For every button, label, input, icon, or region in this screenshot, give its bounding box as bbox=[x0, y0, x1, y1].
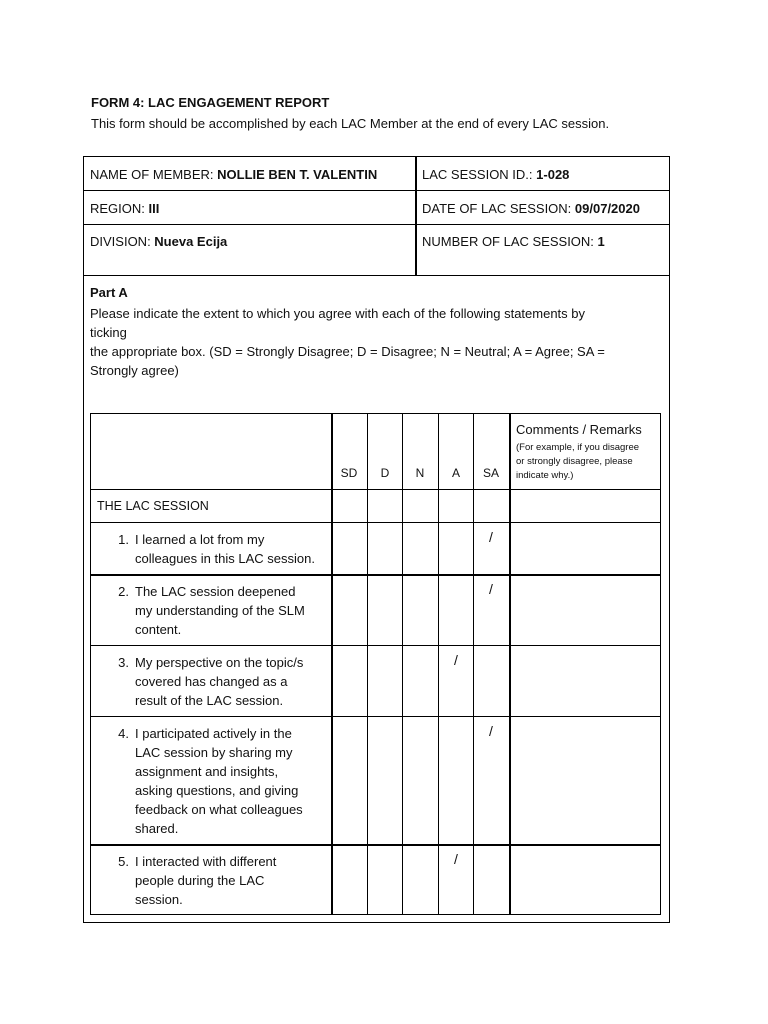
statement-line: colleagues in this LAC session. bbox=[135, 551, 315, 566]
statement-line: I learned a lot from my bbox=[135, 532, 265, 547]
statement-line: The LAC session deepened bbox=[135, 584, 296, 599]
header-a: A bbox=[451, 466, 460, 480]
comments-note-line: indicate why.) bbox=[516, 470, 574, 481]
statement-line: asking questions, and giving bbox=[135, 783, 299, 798]
comments-note-line: (For example, if you disagree bbox=[516, 442, 640, 453]
comments-header: Comments / Remarks bbox=[516, 422, 642, 437]
part-a-instructions bbox=[90, 304, 650, 380]
session-date-field bbox=[422, 201, 640, 216]
statement-line: content. bbox=[135, 622, 182, 637]
session-id-value: 1-028 bbox=[536, 167, 570, 182]
division-value: Nueva Ecija bbox=[154, 234, 228, 249]
session-date-label: DATE OF LAC SESSION: bbox=[422, 201, 575, 216]
divider bbox=[415, 157, 417, 275]
statement-text bbox=[135, 852, 325, 909]
check-mark: / bbox=[454, 851, 458, 867]
region-label: REGION: bbox=[90, 201, 149, 216]
divider bbox=[509, 414, 511, 914]
statement-line: session. bbox=[135, 892, 183, 907]
instruction-line: ticking bbox=[90, 325, 127, 340]
member-name-label: NAME OF MEMBER: bbox=[90, 167, 218, 182]
divider bbox=[91, 574, 660, 576]
statement-line: My perspective on the topic/s bbox=[135, 655, 304, 670]
check-mark: / bbox=[489, 529, 493, 545]
instruction-line: the appropriate box. (SD = Strongly Disagree; D = Disagree; N = Neutral; A = Agree; SA = bbox=[90, 344, 605, 359]
divider bbox=[84, 224, 669, 225]
header-sd: SD bbox=[340, 466, 358, 480]
part-a-title: Part A bbox=[90, 285, 128, 300]
member-name-value: NOLLIE BEN T. VALENTIN bbox=[217, 167, 378, 182]
division-label: DIVISION: bbox=[90, 234, 155, 249]
divider bbox=[91, 489, 660, 490]
session-number-label: NUMBER OF LAC SESSION: bbox=[422, 234, 598, 249]
divider bbox=[91, 844, 660, 846]
check-mark: / bbox=[489, 581, 493, 597]
session-number-value: 1 bbox=[597, 234, 605, 249]
instruction-line: Please indicate the extent to which you agree with each of the following statements by bbox=[90, 306, 586, 321]
statement-line: shared. bbox=[135, 821, 179, 836]
statement-text bbox=[135, 653, 325, 710]
statement-number: 5. bbox=[118, 854, 129, 869]
divider bbox=[91, 522, 660, 523]
statement-line: assignment and insights, bbox=[135, 764, 279, 779]
header-sa: SA bbox=[482, 466, 499, 480]
statement-number: 3. bbox=[118, 655, 129, 670]
instruction-line: Strongly agree) bbox=[90, 363, 179, 378]
comments-note bbox=[516, 441, 656, 483]
statement-text bbox=[135, 724, 325, 838]
header-n: N bbox=[415, 466, 425, 480]
divider bbox=[473, 414, 474, 914]
rating-table bbox=[90, 413, 661, 915]
divider bbox=[91, 645, 660, 646]
divider bbox=[402, 414, 403, 914]
divider bbox=[91, 716, 660, 717]
statement-line: my understanding of the SLM bbox=[135, 603, 305, 618]
statement-line: feedback on what colleagues bbox=[135, 802, 303, 817]
region-value: III bbox=[148, 201, 160, 216]
statement-number: 1. bbox=[118, 532, 129, 547]
statement-line: covered has changed as a bbox=[135, 674, 288, 689]
statement-line: I interacted with different bbox=[135, 854, 277, 869]
divider bbox=[84, 190, 669, 191]
statement-line: LAC session by sharing my bbox=[135, 745, 293, 760]
comments-note-line: or strongly disagree, please bbox=[516, 456, 633, 467]
divider bbox=[331, 414, 333, 914]
statement-number: 4. bbox=[118, 726, 129, 741]
session-number-field bbox=[422, 234, 605, 249]
check-mark: / bbox=[489, 723, 493, 739]
member-name-field bbox=[90, 167, 377, 182]
division-field bbox=[90, 234, 227, 249]
statement-line: people during the LAC bbox=[135, 873, 265, 888]
page-subtitle: This form should be accomplished by each LAC Member at the end of every LAC session. bbox=[91, 116, 610, 131]
region-field bbox=[90, 201, 159, 216]
statement-number: 2. bbox=[118, 584, 129, 599]
section-label: THE LAC SESSION bbox=[97, 499, 209, 513]
check-mark: / bbox=[454, 652, 458, 668]
statement-text bbox=[135, 530, 325, 568]
header-d: D bbox=[380, 466, 390, 480]
divider bbox=[367, 414, 368, 914]
statement-text bbox=[135, 582, 325, 639]
session-id-label: LAC SESSION ID.: bbox=[422, 167, 537, 182]
page-title: FORM 4: LAC ENGAGEMENT REPORT bbox=[91, 95, 330, 110]
statement-line: I participated actively in the bbox=[135, 726, 292, 741]
session-date-value: 09/07/2020 bbox=[574, 201, 640, 216]
divider bbox=[84, 275, 669, 276]
statement-line: result of the LAC session. bbox=[135, 693, 284, 708]
session-id-field bbox=[422, 167, 569, 182]
